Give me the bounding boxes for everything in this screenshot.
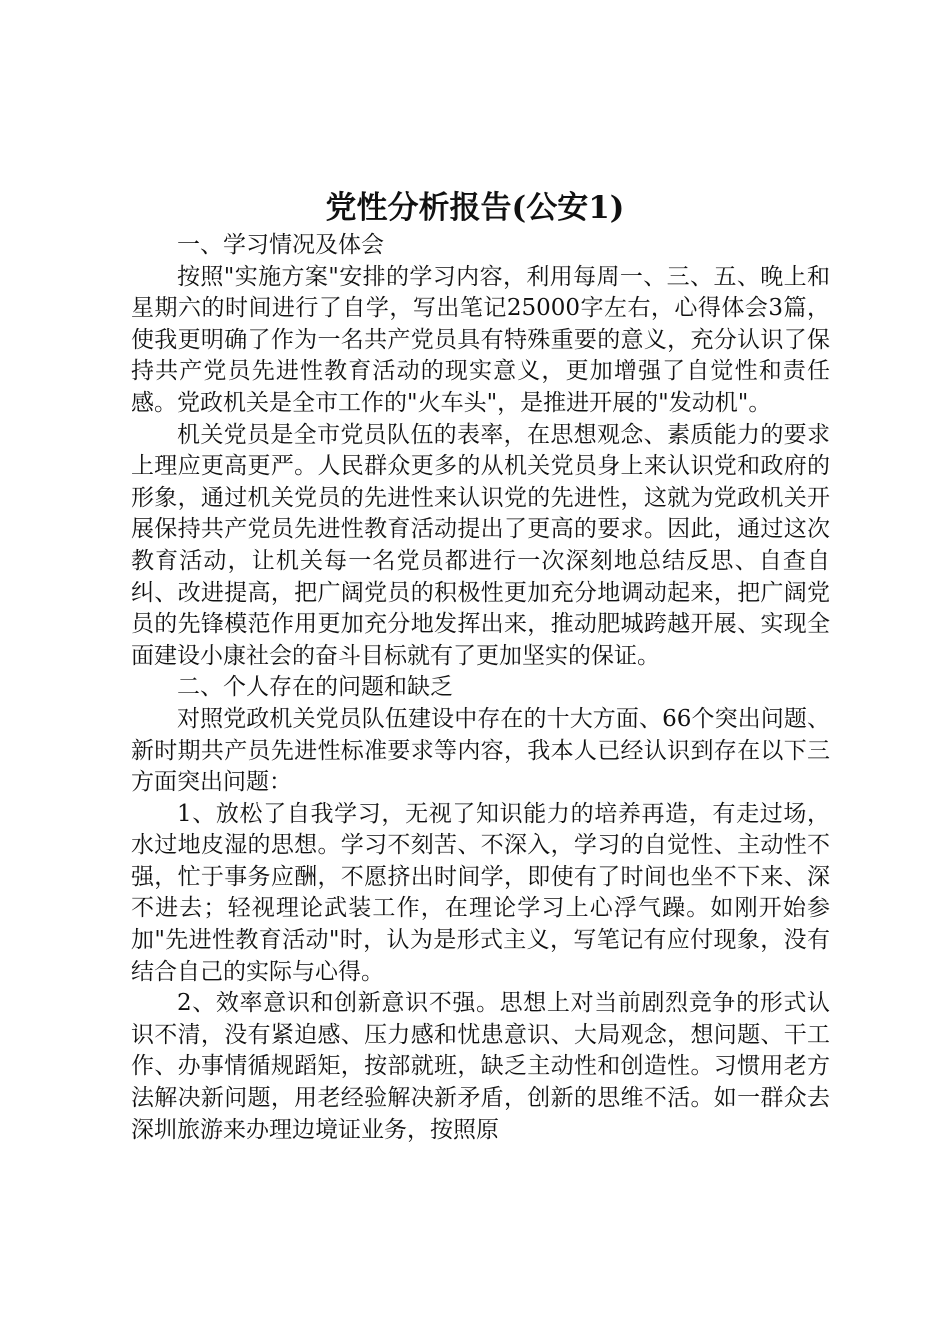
paragraph: 对照党政机关党员队伍建设中存在的十大方面、66个突出问题、新时期共产员先进性标准要求等内容，我本人已经认识到存在以下三方面突出问题：	[131, 705, 830, 796]
paragraph: 机关党员是全市党员队伍的表率，在思想观念、素质能力的要求上理应更高更严。人民群众更多的从机关党员身上来认识党和政府的形象，通过机关党员的先进性来认识党的先进性，这就为党政机关开展保持共产党员先进性教育活动提出了更高的要求。因此，通过这次教育活动，让机关每一名党员都进行一次深刻地总结反思、自查自纠、改进提高，把广阔党员的积极性更加充分地调动起来，把广阔党员的先锋模范作用更加充分地发挥出来，推动肥城跨越开展、实现全面建设小康社会的奋斗目标就有了更加坚实的保证。	[131, 421, 830, 669]
paragraph: 1、放松了自我学习，无视了知识能力的培养再造，有走过场，水过地皮湿的思想。学习不刻苦、不深入，学习的自觉性、主动性不强，忙于事务应酬，不愿挤出时间学，即使有了时间也坐不下来、深不进去；轻视理论武装工作，在理论学习上心浮气躁。如刚开始参加"先进性教育活动"时，认为是形式主义，写笔记有应付现象，没有结合自己的实际与心得。	[131, 800, 830, 985]
section-heading-study: 一、学习情况及体会	[177, 232, 384, 258]
document-body	[131, 230, 830, 1146]
paragraph: 按照"实施方案"安排的学习内容，利用每周一、三、五、晚上和星期六的时间进行了自学，写出笔记25000字左右，心得体会3篇，使我更明确了作为一名共产党员具有特殊重要的意义，充分认识了保持共产党员先进性教育活动的现实意义，更加增强了自觉性和责任感。党政机关是全市工作的"火车头"，是推进开展的"发动机"。	[131, 263, 830, 416]
document-title: 党性分析报告(公安1)	[325, 190, 625, 226]
section-heading-problems: 二、个人存在的问题和缺乏	[177, 674, 453, 701]
paragraph: 2、效率意识和创新意识不强。思想上对当前剧烈竞争的形式认识不清，没有紧迫感、压力感和忧患意识、大局观念，想问题、干工作、办事情循规蹈矩，按部就班，缺乏主动性和创造性。习惯用老方法解决新问题，用老经验解决新矛盾，创新的思维不活。如一群众去深圳旅游来办理边境证业务，按照原	[131, 990, 830, 1143]
